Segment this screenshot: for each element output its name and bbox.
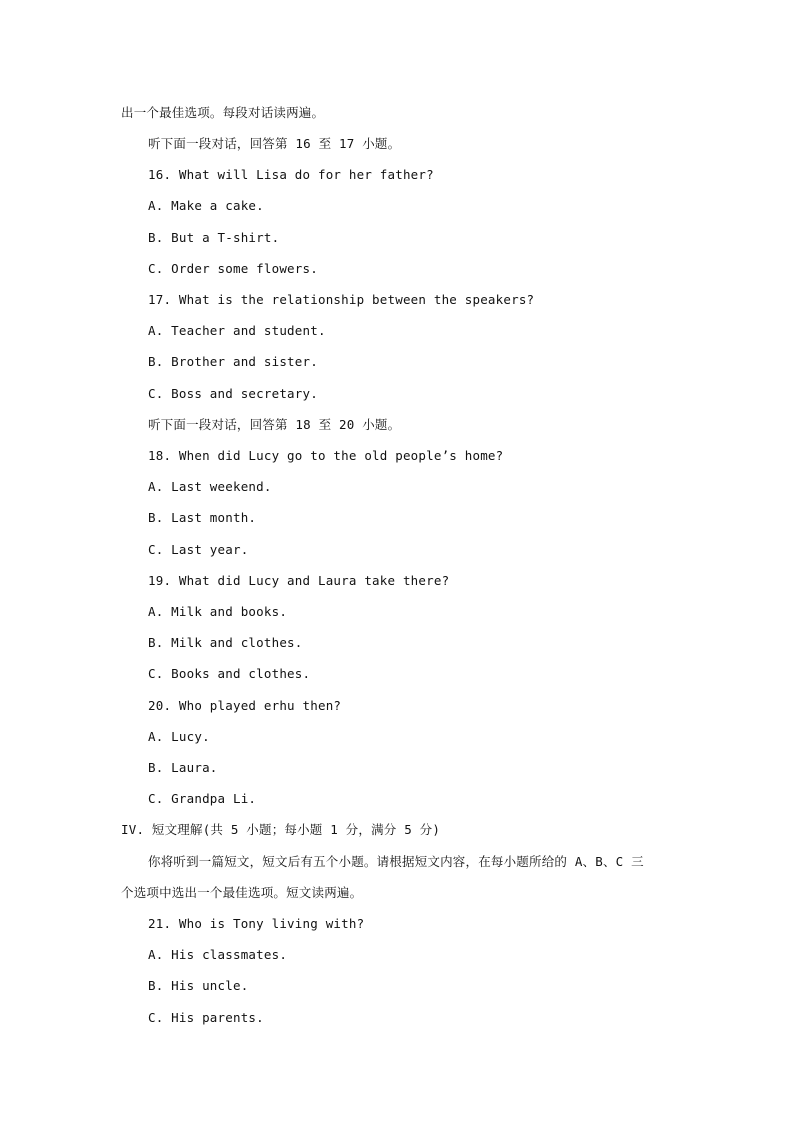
q20-option-b: B. Laura. — [148, 760, 218, 775]
q16-option-b: B. But a T-shirt. — [148, 230, 280, 245]
q19-option-c: C. Books and clothes. — [148, 666, 311, 681]
question-16: 16. What will Lisa do for her father? — [148, 167, 434, 182]
section-iv-heading: IV. 短文理解(共 5 小题；每小题 1 分，满分 5 分) — [121, 822, 441, 837]
q20-option-a: A. Lucy. — [148, 729, 210, 744]
question-19: 19. What did Lucy and Laura take there? — [148, 573, 450, 588]
q17-option-a: A. Teacher and student. — [148, 323, 326, 338]
q16-option-a: A. Make a cake. — [148, 198, 264, 213]
question-18: 18. When did Lucy go to the old people’s home? — [148, 448, 504, 463]
q17-option-c: C. Boss and secretary. — [148, 386, 318, 401]
q18-option-c: C. Last year. — [148, 542, 249, 557]
q21-option-a: A. His classmates. — [148, 947, 288, 962]
section-iv-instruction-cont: 个选项中选出一个最佳选项。短文读两遍。 — [121, 885, 363, 900]
q20-option-c: C. Grandpa Li. — [148, 791, 257, 806]
question-17: 17. What is the relationship between the speakers? — [148, 292, 535, 307]
question-21: 21. Who is Tony living with? — [148, 916, 365, 931]
q19-option-a: A. Milk and books. — [148, 604, 288, 619]
section-instruction-16-17: 听下面一段对话，回答第 16 至 17 小题。 — [148, 136, 401, 151]
q18-option-a: A. Last weekend. — [148, 479, 272, 494]
q21-option-c: C. His parents. — [148, 1010, 264, 1025]
question-20: 20. Who played erhu then? — [148, 698, 342, 713]
q21-option-b: B. His uncle. — [148, 978, 249, 993]
intro-continuation: 出一个最佳选项。每段对话读两遍。 — [121, 105, 325, 120]
q18-option-b: B. Last month. — [148, 510, 257, 525]
section-instruction-18-20: 听下面一段对话，回答第 18 至 20 小题。 — [148, 417, 401, 432]
q17-option-b: B. Brother and sister. — [148, 354, 318, 369]
q16-option-c: C. Order some flowers. — [148, 261, 318, 276]
q19-option-b: B. Milk and clothes. — [148, 635, 303, 650]
section-iv-instruction: 你将听到一篇短文，短文后有五个小题。请根据短文内容，在每小题所给的 A、B、C 三 — [148, 854, 644, 869]
